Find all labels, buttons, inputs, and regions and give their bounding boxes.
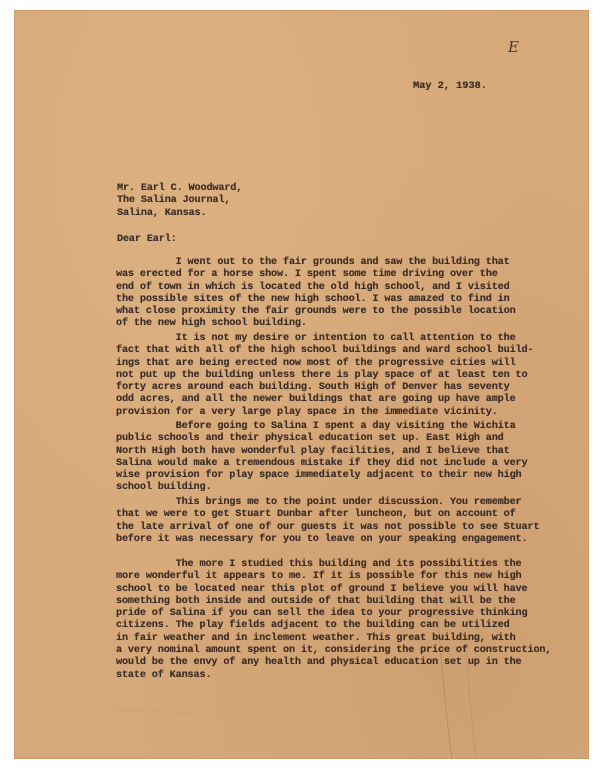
paragraph-4: This brings me to the point under discussion. You remember that we were to get Stuart Dunbar after luncheon, but on account of the late arrival of one of our guests it was not possible to see Stuart before it was necessary for you to leave on your speaking engagement. xyxy=(116,497,540,545)
recipient-address: Mr. Earl C. Woodward, The Salina Journal, Salina, Kansas. xyxy=(117,183,243,219)
corner-handwritten-mark: E xyxy=(508,38,519,56)
letter-date: May 2, 1938. xyxy=(413,80,487,92)
paragraph-1: I went out to the fair grounds and saw the building that was erected for a horse show. I spent some time driving over the end of town in which is located the old high school, and I visited the possible sites of the new high school. I was amazed to find in what close proximity the fair grounds were to the possible location of the new high school building. xyxy=(116,257,516,330)
paragraph-2: It is not my desire or intention to call attention to the fact that with all of the high school buildings and ward school build- ings that are being erected now most of the progressive cities will not put up the building unless there is play space of at least ten to forty acres around each building. South High of Denver has seventy odd acres, and all the newer buildings that are going up have ample provision for a very large play space in the immediate vicinity. xyxy=(116,333,534,418)
paragraph-3: Before going to Salina I spent a day visiting the Wichita public schools and their physical education set up. East High and North High both have wonderful play facilities, and I believe that Salina would make a tremendous mistake if they did not include a very wise provision for play space immediately adjacent to their new high school building. xyxy=(116,421,528,494)
paragraph-5: The more I studied this building and its possibilities the more wonderful it appears to me. If it is possible for this new high school to be located near this plot of ground I believe you will have something both inside and outside of that building that will be the pride of Salina if you can sell the idea to your progressive thinking citizens. The play fields adjacent to the building can be utilized in fair weather and in inclement weather. This great building, with a very nominal amount spent on it, considering the price of construction, would be the envy of any health and physical education set up in the state of Kansas. xyxy=(116,559,552,681)
salutation: Dear Earl: xyxy=(117,234,177,245)
